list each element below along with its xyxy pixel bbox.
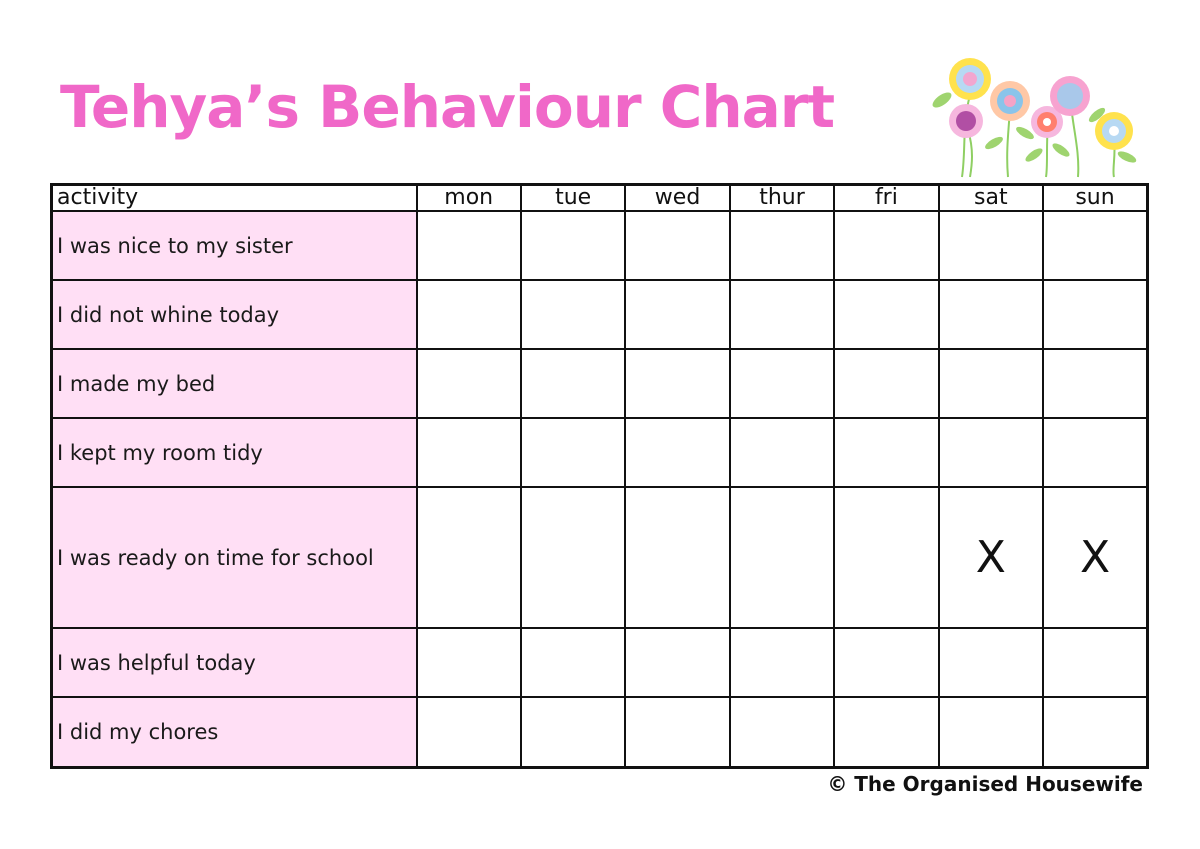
table-row [52,628,1148,697]
day-cell[interactable] [730,418,834,487]
day-cell[interactable] [521,418,625,487]
day-cell[interactable] [625,487,729,628]
column-header-activity: activity [52,185,417,212]
day-cell[interactable] [417,487,521,628]
day-cell-checked[interactable]: X [1043,487,1147,628]
day-cell[interactable] [417,628,521,697]
day-cell[interactable] [1043,697,1147,767]
table-row [52,487,1148,628]
day-cell[interactable] [625,349,729,418]
day-cell[interactable] [521,349,625,418]
day-cell[interactable] [417,280,521,349]
day-cell[interactable] [730,280,834,349]
day-cell[interactable] [730,211,834,280]
behaviour-chart-table [50,183,1149,769]
day-cell[interactable] [1043,349,1147,418]
day-cell-checked[interactable]: X [939,487,1043,628]
table-row [52,697,1148,767]
day-cell[interactable] [834,697,938,767]
day-cell[interactable] [939,349,1043,418]
column-header-fri: fri [834,185,938,212]
activity-label: I made my bed [52,349,417,418]
chart-title: Tehya’s Behaviour Chart [60,73,835,141]
day-cell[interactable] [834,628,938,697]
day-cell[interactable] [939,211,1043,280]
day-cell[interactable] [521,697,625,767]
day-cell[interactable] [939,280,1043,349]
day-cell[interactable] [834,487,938,628]
day-cell[interactable] [625,697,729,767]
copyright-notice: © The Organised Housewife [827,772,1143,796]
day-cell[interactable] [521,211,625,280]
flowers-decoration-icon [922,55,1147,180]
activity-label: I did my chores [52,697,417,767]
day-cell[interactable] [834,349,938,418]
day-cell[interactable] [1043,211,1147,280]
day-cell[interactable] [417,349,521,418]
day-cell[interactable] [625,280,729,349]
column-header-tue: tue [521,185,625,212]
day-cell[interactable] [625,628,729,697]
day-cell[interactable] [625,211,729,280]
activity-label: I kept my room tidy [52,418,417,487]
activity-label: I was helpful today [52,628,417,697]
column-header-mon: mon [417,185,521,212]
day-cell[interactable] [521,280,625,349]
day-cell[interactable] [834,211,938,280]
day-cell[interactable] [730,349,834,418]
header-row [52,185,1148,212]
table-row [52,349,1148,418]
table-row [52,418,1148,487]
day-cell[interactable] [417,211,521,280]
day-cell[interactable] [939,418,1043,487]
day-cell[interactable] [834,418,938,487]
day-cell[interactable] [939,697,1043,767]
day-cell[interactable] [417,418,521,487]
day-cell[interactable] [1043,628,1147,697]
activity-label: I was ready on time for school [52,487,417,628]
column-header-wed: wed [625,185,729,212]
column-header-thur: thur [730,185,834,212]
day-cell[interactable] [521,487,625,628]
day-cell[interactable] [730,697,834,767]
day-cell[interactable] [939,628,1043,697]
table-row [52,211,1148,280]
day-cell[interactable] [417,697,521,767]
column-header-sat: sat [939,185,1043,212]
activity-label: I did not whine today [52,280,417,349]
column-header-sun: sun [1043,185,1147,212]
table-row [52,280,1148,349]
day-cell[interactable] [834,280,938,349]
day-cell[interactable] [730,628,834,697]
day-cell[interactable] [521,628,625,697]
day-cell[interactable] [625,418,729,487]
activity-label: I was nice to my sister [52,211,417,280]
day-cell[interactable] [1043,418,1147,487]
day-cell[interactable] [1043,280,1147,349]
day-cell[interactable] [730,487,834,628]
